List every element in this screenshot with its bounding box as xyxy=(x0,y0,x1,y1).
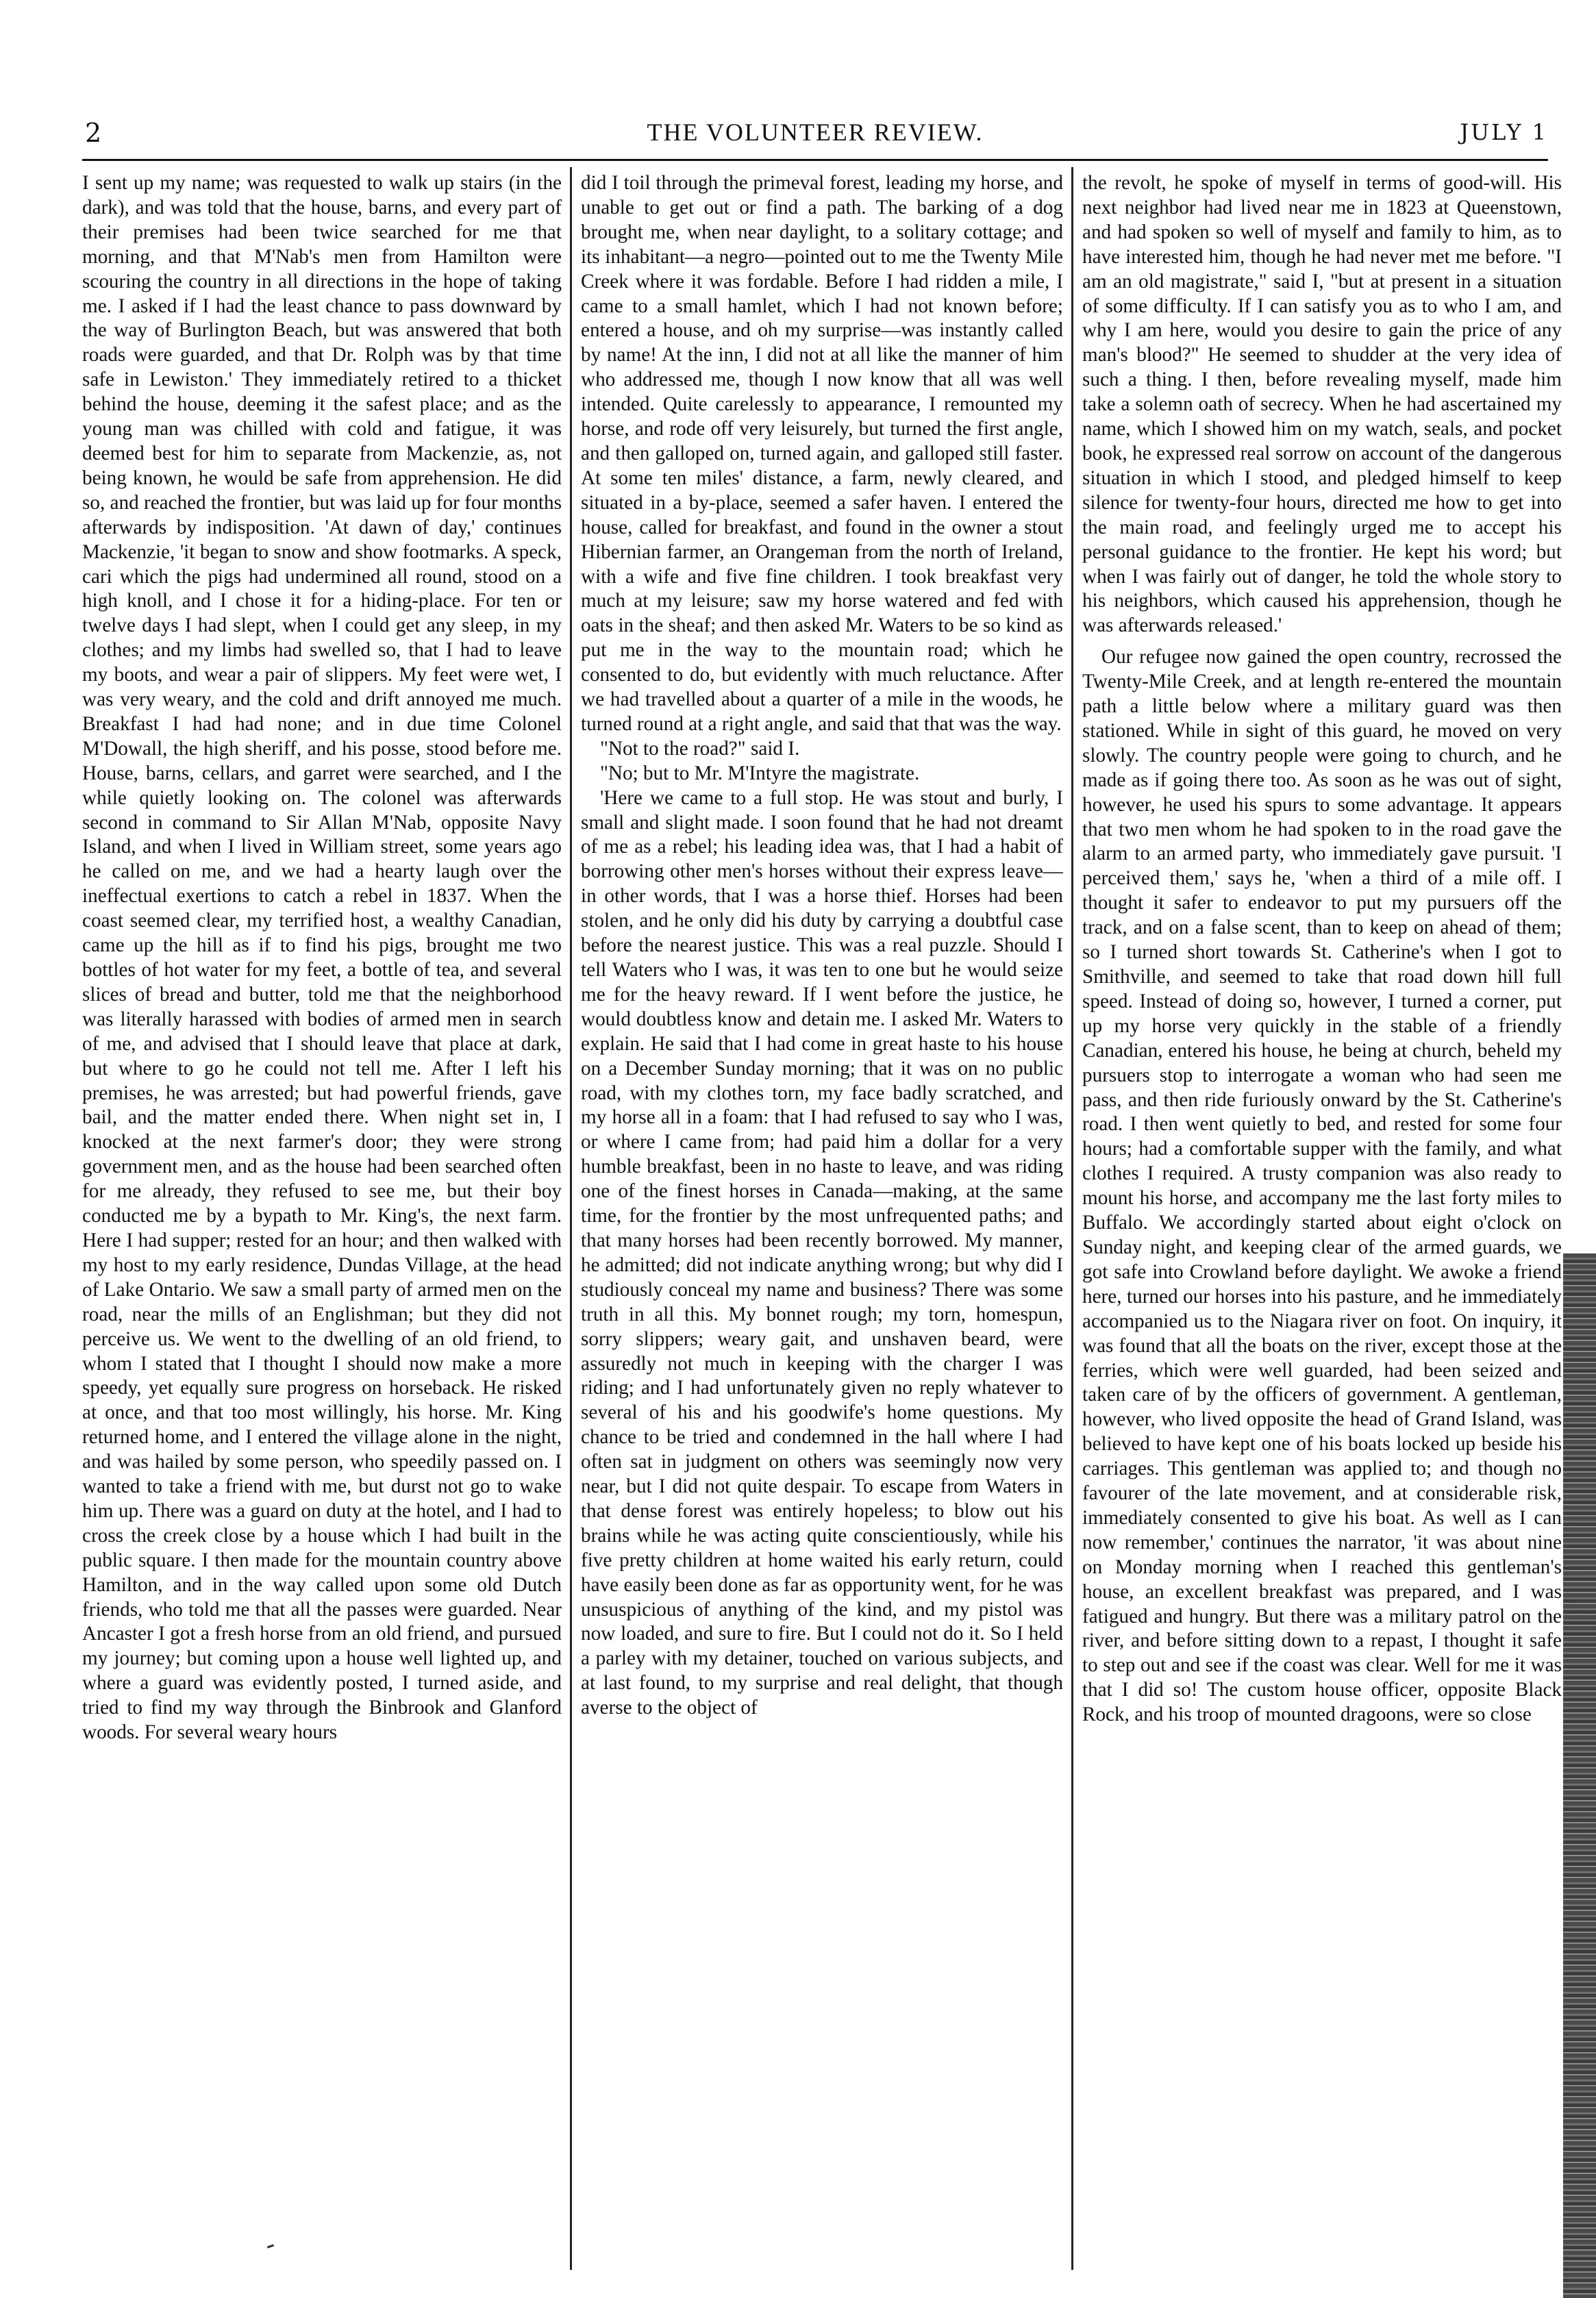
page-header xyxy=(82,118,1548,159)
issue-date: JULY 1 xyxy=(1460,119,1548,145)
article-paragraph: "No; but to Mr. M'Intyre the magistrate. xyxy=(600,762,920,784)
article-paragraph: did I toil through the primeval forest, leading my horse, and unable to get out or find a path. The barking of a dog brought me, when near daylight, to a solitary cottage; and its inhabitant—a negro—pointed out to me the Twenty Mile Creek where it was fordable. Before I had ridden a mile, I came to a small hamlet, which I had not known before; entered a house, and oh my surprise—was instantly called by name! At the inn, I did not at all like the manner of him who addressed me, though I now know that all was well intended. Quite carelessly to appearance, I remounted my horse, and rode off very leisurely, but turned the first angle, and then galloped on, turned again, and galloped still faster. At some ten miles' distance, a farm, newly cleared, and situated in a by-place, seemed a safer haven. I entered the house, called for breakfast, and found in the owner a stout Hibernian farmer, an Orangeman from the north of Ireland, with a wife and five fine children. I took breakfast very much at my leisure; saw my horse watered and fed with oats in the sheaf; and then asked Mr. Waters to be so kind as put me in the way to the mountain road; which he consented to do, but evidently with much reluctance. After we had travelled about a quarter of a mile in the woods, he turned round at a right angle, and said that that was the way. xyxy=(581,172,1063,735)
article-paragraph: I sent up my name; was requested to walk up stairs (in the dark), and was told that the house, barns, and every part of their premises had been twice searched for me that morning, and that M'Nab's men from Hamilton were scouring the country in all directions in the hope of taking me. I asked if I had the least chance to pass downward by the way of Burlington Beach, but was answered that both roads were guarded, and that Dr. Rolph was by that time safe in Lewiston.' They immediately retired to a thicket behind the house, deeming it the safest place; and as the young man was chilled with cold and fatigue, it was deemed best for him to separate from Mackenzie, as, not being known, he would be safe from apprehension. He did so, and reached the frontier, but was laid up for four months afterwards by indisposition. 'At dawn of day,' continues Mackenzie, 'it began to snow and show footmarks. A speck, cari which the pigs had undermined all round, stood on a high knoll, and I chose it for a hiding-place. For ten or twelve days I had slept, when I could get any sleep, in my clothes; and my limbs had swelled so, that I had to leave my boots, and wear a pair of slippers. My feet were wet, I was very weary, and the cold and drift annoyed me much. Breakfast I had had none; and in due time Colonel M'Dowall, the high sheriff, and his posse, stood before me. House, barns, cellars, and garret were searched, and I the while quietly looking on. The colonel was afterwards second in command to Sir Allan M'Nab, opposite Navy Island, and when I lived in William street, some years ago he called on me, and we had a hearty laugh over the ineffectual exertions to catch a rebel in 1837. When the coast seemed clear, my terrified host, a wealthy Canadian, came up the hill as if to find his pigs, brought me two bottles of hot water for my feet, a bottle of tea, and several slices of bread and butter, told me that the neighborhood was literally harassed with bodies of armed men in search of me, and advised that I should leave that place at dark, but where to go he could not tell me. After I left his premises, he was arrested; but had powerful friends, gave bail, and the matter ended there. When night set in, I knocked at the next farmer's door; they were strong government men, and as the house had been searched often for me already, they refused to see me, but their boy conducted me by a bypath to Mr. King's, the next farm. Here I had supper; rested for an hour; and then walked with my host to my early residence, Dundas Village, at the head of Lake Ontario. We saw a small party of armed men on the road, near the mills of an Englishman; but they did not perceive us. We went to the dwelling of an old friend, to whom I stated that I thought I should now make a more speedy, yet equally sure progress on horseback. He risked at once, and that too most willingly, his horse. Mr. King returned home, and I entered the village alone in the night, and was hailed by some person, who speedily passed on. I wanted to take a friend with me, but durst not go to wake him up. There was a guard on duty at the hotel, and I had to cross the creek close by a house which I had built in the public square. I then made for the mountain country above Hamilton, and in the way called upon some old Dutch friends, who told me that all the passes were guarded. Near Ancaster I got a fresh horse from an old friend, and pursued my journey; but coming upon a house well lighted up, and where a guard was evidently posted, I turned aside, and tried to find my way through the Binbrook and Glanford woods. For several weary hours xyxy=(82,172,562,1744)
article-paragraph: 'Here we came to a full stop. He was stout and burly, I small and slight made. I soon found that he had not dreamt of me as a rebel; his leading idea was, that I had a habit of borrowing other men's horses without their express leave—in other words, that I was a horse thief. Horses had been stolen, and he only did his duty by carrying a doubtful case before the nearest justice. This was a real puzzle. Should I tell Waters who I was, it was ten to one but he would seize me for the heavy reward. If I went before the justice, he would doubtless know and detain me. I asked Mr. Waters to explain. He said that I had come in great haste to his house on a December Sunday morning; that it was on no public road, with my clothes torn, my face badly scratched, and my horse all in a foam: that I had refused to say who I was, or where I came from; had paid him a dollar for a very humble breakfast, been in no haste to leave, and was riding one of the finest horses in Canada—making, at the same time, for the frontier by the most unfrequented paths; and that many horses had been recently borrowed. My manner, he admitted; did not indicate anything wrong; but why did I studiously conceal my name and business? There was some truth in all this. My bonnet rough; my torn, homespun, sorry slippers; weary gait, and unshaven beard, were assuredly not much in keeping with the charger I was riding; and I had unfortunately given no reply whatever to several of his and his goodwife's home questions. My chance to be tried and condemned in the hall where I had often sat in judgment on others was seemingly now very near, but I did not quite despair. To escape from Waters in that dense forest was entirely hopeless; to blow out his brains while he was acting quite conscientiously, while his five pretty children at home waited his early return, could have easily been done as far as opportunity went, for he was unsuspicious of anything of the kind, and my pistol was now loaded, and sure to fire. But I could not do it. So I held a parley with my detainer, touched on various subjects, and at last found, to my surprise and real delight, that though averse to the object of xyxy=(581,786,1063,1719)
column-rule xyxy=(570,167,572,2270)
column-rule xyxy=(1071,167,1073,2270)
article-paragraph: Our refugee now gained the open country, recrossed the Twenty-Mile Creek, and at length re-entered the mountain path a little below where a military guard was then stationed. While in sight of this guard, he moved on very slowly. The country people were going to church, and he made as if going there too. As soon as he was out of sight, however, he used his spurs to some advantage. It appears that two men whom he had spoken to in the road gave the alarm to an armed party, who immediately gave pursuit. 'I perceived them,' says he, 'when a third of a mile off. I thought it safer to endeavor to put my pursuers off the track, and on a false scent, than to keep on ahead of them; so I turned short towards St. Catherine's when I got to Smithville, and seemed to take that road down hill full speed. Instead of doing so, however, I turned a corner, put up my horse very quickly in the stable of a friendly Canadian, entered his house, he being at church, beheld my pursuers stop to interrogate a woman who had seen me pass, and then ride furiously onward by the St. Catherine's road. I then went quietly to bed, and rested for some four hours; had a comfortable supper with the family, and what clothes I required. A trusty companion was also ready to mount his horse, and accompany me the last forty miles to Buffalo. We accordingly started about eight o'clock on Sunday night, and keeping clear of the armed guards, we got safe into Crowland before daylight. We awoke a friend here, turned our horses into his pasture, and he immediately accompanied us to the Niagara river on foot. On inquiry, it was found that all the boats on the river, except those at the ferries, which were well guarded, had been seized and taken care of by the officers of government. A gentleman, however, who lived opposite the head of Grand Island, was believed to have kept one of his boats locked up beside his carriages. This gentleman was applied to; and though no favourer of the late movement, and at considerable risk, immediately consented to give his boat. As well as I can now remember,' continues the narrator, 'it was about nine on Monday morning when I reached this gentleman's house, an excellent breakfast was prepared, and I was fatigued and hungry. But there was a military patrol on the river, and before sitting down to a repast, I thought it safe to step out and see if the coast was clear. Well for me it was that I did so! The custom house officer, opposite Black Rock, and his troop of mounted dragoons, were so close xyxy=(1082,646,1562,1726)
header-rule xyxy=(82,159,1548,161)
article-column-2 xyxy=(581,171,1063,2267)
article-paragraph: the revolt, he spoke of myself in terms of good-will. His next neighbor had lived near me in 1823 at Queenstown, and had spoken so well of myself and family to him, as to have interested him, though he had never met me before. "I am an old magistrate," said I, "but at present in a situation of some difficulty. If I can satisfy you as to who I am, and why I am here, would you desire to gain the price of any man's blood?" He seemed to shudder at the very idea of such a thing. I then, before revealing myself, made him take a solemn oath of secrecy. When he had ascertained my name, which I showed him on my watch, seals, and pocket book, he expressed real sorrow on account of the dangerous situation in which I stood, and pledged himself to keep silence for twenty-four hours, directed me how to get into the main road, and feelingly urged me to accept his personal guidance to the frontier. He kept his word; but when I was fairly out of danger, he told the whole story to his neighbors, which caused his apprehension, though he was afterwards released.' xyxy=(1082,172,1562,637)
publication-title: THE VOLUNTEER REVIEW. xyxy=(647,118,984,146)
article-column-1 xyxy=(82,171,562,2267)
article-column-3 xyxy=(1082,171,1562,2267)
page-edge-shadow xyxy=(1563,1253,1596,2298)
article-paragraph: "Not to the road?" said I. xyxy=(600,737,800,760)
page-number: 2 xyxy=(85,118,102,148)
